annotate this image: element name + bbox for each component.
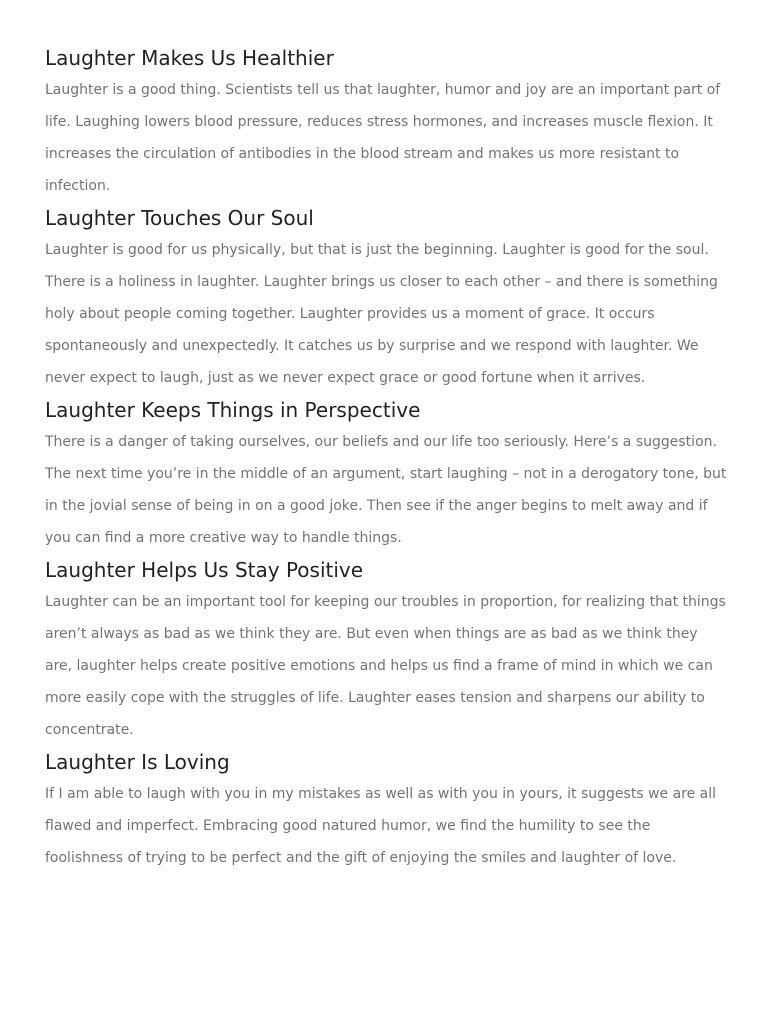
section-heading: Laughter Helps Us Stay Positive	[45, 558, 364, 582]
section-loving	[45, 746, 729, 874]
section-body: If I am able to laugh with you in my mistakes as well as with you in yours, it suggests we are all flawed and imperfect. Embracing good natured humor, we find the humility to see the foolishness of trying to be perfect and the gift of enjoying the smiles and laughter of love.	[45, 786, 717, 866]
section-heading: Laughter Makes Us Healthier	[45, 46, 334, 70]
section-positive	[45, 554, 729, 746]
section-body: Laughter can be an important tool for keeping our troubles in proportion, for realizing that things aren’t always as bad as we think they are. But even when things are as bad as we think they are, laughter helps create positive emotions and helps us find a frame of mind in which we can more easily cope with the struggles of life. Laughter eases tension and sharpens our ability to concentrate.	[45, 594, 726, 738]
section-body: There is a danger of taking ourselves, our beliefs and our life too seriously. Here’s a suggestion. The next time you’re in the middle of an argument, start laughing – not in a derogatory tone, but in the jovial sense of being in on a good joke. Then see if the anger begins to melt away and if you can find a more creative way to handle things.	[45, 434, 727, 546]
section-perspective	[45, 394, 729, 554]
article	[45, 42, 729, 874]
section-body: Laughter is a good thing. Scientists tell us that laughter, humor and joy are an important part of life. Laughing lowers blood pressure, reduces stress hormones, and increases muscle flexion. It increases the circulation of antibodies in the blood stream and makes us more resistant to infection.	[45, 82, 721, 194]
section-heading: Laughter Keeps Things in Perspective	[45, 398, 421, 422]
section-healthier	[45, 42, 729, 202]
section-heading: Laughter Is Loving	[45, 750, 230, 774]
section-body: Laughter is good for us physically, but that is just the beginning. Laughter is good for the soul. There is a holiness in laughter. Laughter brings us closer to each other – and there is something holy about people coming together. Laughter provides us a moment of grace. It occurs spontaneously and unexpectedly. It catches us by surprise and we respond with laughter. We never expect to laugh, just as we never expect grace or good fortune when it arrives.	[45, 242, 718, 386]
section-soul	[45, 202, 729, 394]
section-heading: Laughter Touches Our Soul	[45, 206, 314, 230]
